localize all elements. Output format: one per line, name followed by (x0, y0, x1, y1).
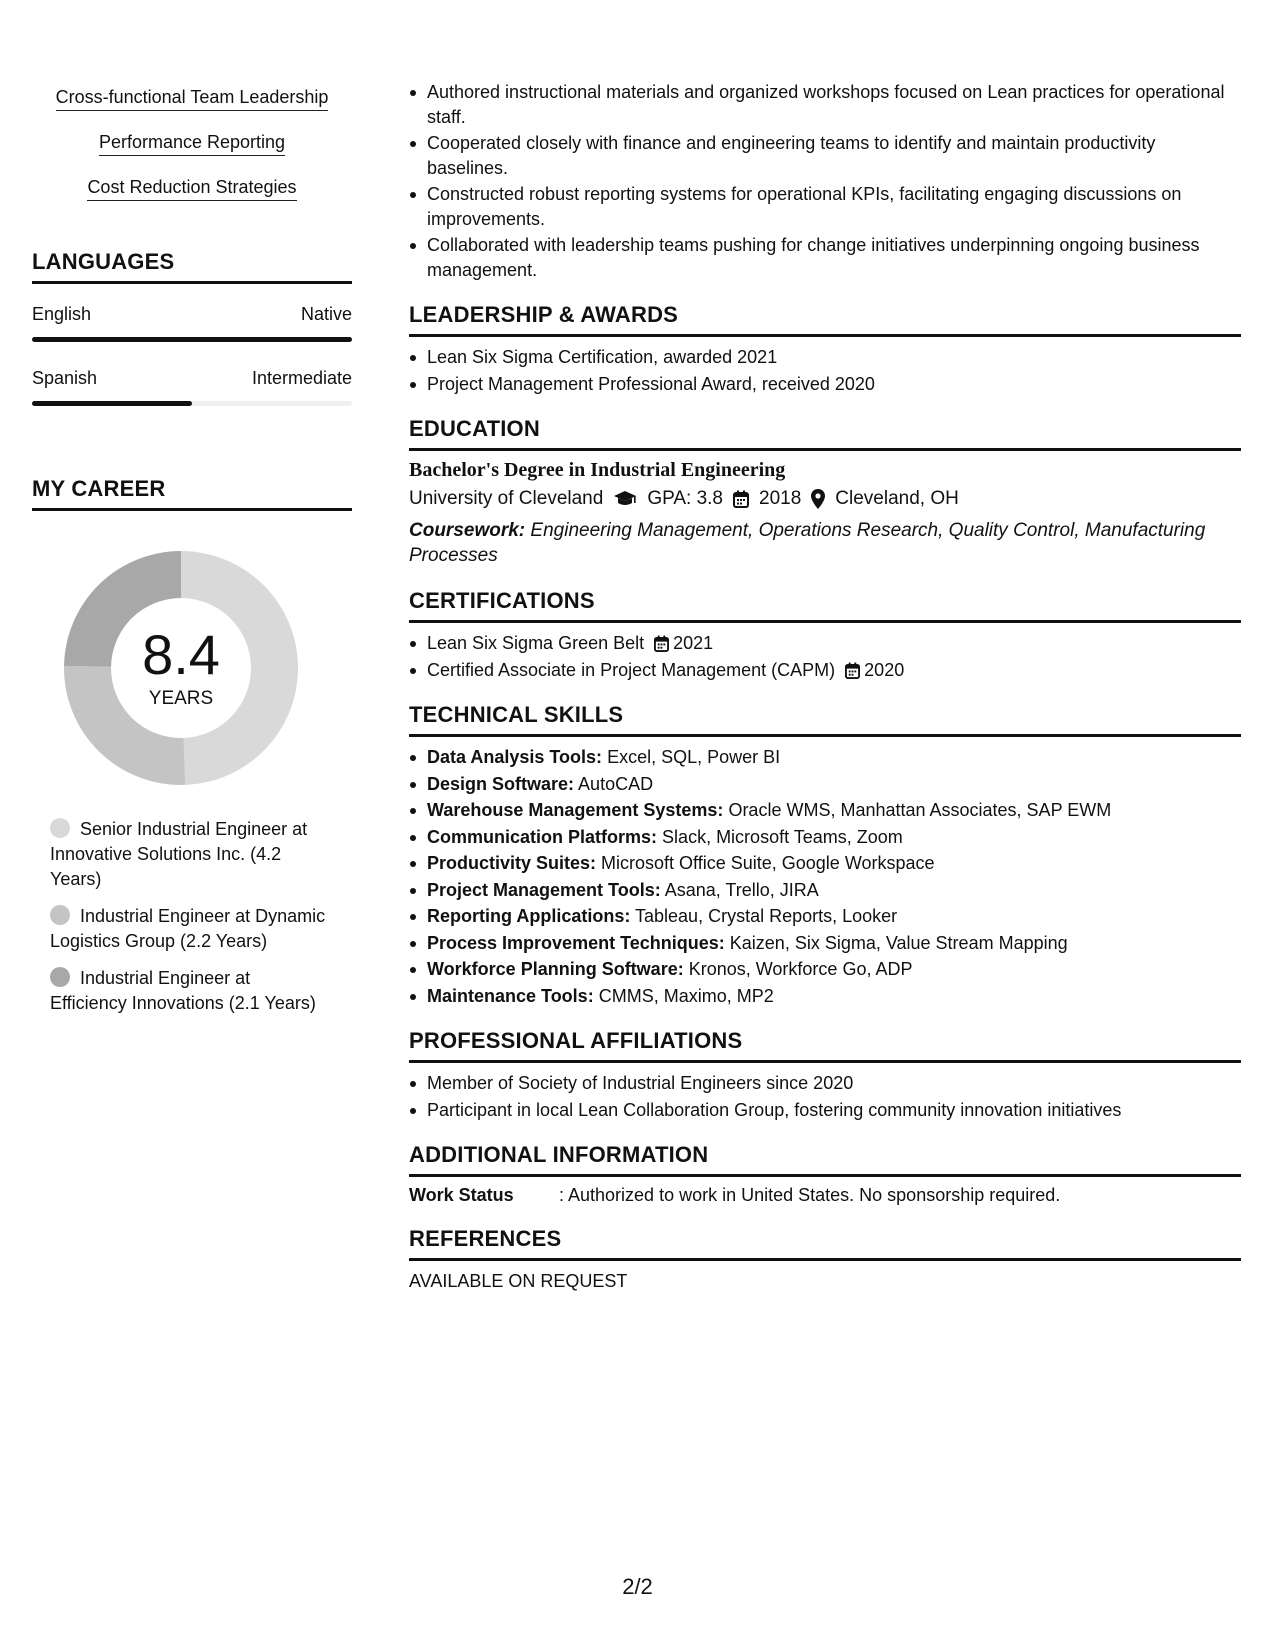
skill-value: AutoCAD (578, 773, 654, 794)
language-bar-fill (32, 337, 352, 342)
list-item (427, 631, 1241, 656)
list-item: Participant in local Lean Collaboration Group, fostering community innovation initiatives (427, 1098, 1241, 1123)
list-item (427, 931, 1241, 956)
additional-info-section (409, 1142, 1241, 1206)
section-title: REFERENCES (409, 1226, 1241, 1261)
work-status-value: : Authorized to work in United States. No sponsorship required. (559, 1185, 1061, 1205)
language-name: English (32, 304, 92, 324)
list-item (427, 798, 1241, 823)
career-legend-label: Senior Industrial Engineer at Innovative Solutions Inc. (4.2 Years) (50, 819, 308, 889)
languages-section (32, 249, 352, 406)
skill-value: Kaizen, Six Sigma, Value Stream Mapping (729, 932, 1068, 953)
calendar-icon (733, 490, 749, 508)
calendar-icon (654, 635, 669, 652)
career-legend-item (50, 966, 330, 1016)
list-item (427, 878, 1241, 903)
work-status-label: Work Status (409, 1185, 514, 1205)
skill-label: Productivity Suites: (427, 853, 597, 873)
language-item (32, 304, 352, 342)
section-title: PROFESSIONAL AFFILIATIONS (409, 1028, 1241, 1063)
education-section (409, 416, 1241, 568)
skill-value: Slack, Microsoft Teams, Zoom (662, 826, 903, 847)
list-item (427, 825, 1241, 850)
list-item (427, 772, 1241, 797)
legend-dot-icon (50, 818, 70, 838)
section-title: CERTIFICATIONS (409, 588, 1241, 623)
certification-name: Lean Six Sigma Green Belt (427, 633, 645, 653)
education-degree: Bachelor's Degree in Industrial Engineering (409, 459, 786, 481)
career-legend-label: Industrial Engineer at Dynamic Logistics Group (2.2 Years) (50, 906, 326, 951)
skill-tag: Cross-functional Team Leadership (56, 86, 329, 111)
skill-label: Data Analysis Tools: (427, 747, 603, 767)
skill-tag: Performance Reporting (99, 131, 285, 156)
right-column (409, 80, 1241, 1292)
career-total: 8.4 (142, 623, 220, 686)
certifications-section (409, 588, 1241, 682)
skill-label: Maintenance Tools: (427, 985, 594, 1006)
list-item (427, 904, 1241, 929)
skill-value: Tableau, Crystal Reports, Looker (635, 906, 898, 926)
education-year: 2018 (759, 488, 802, 509)
technical-skills-list (409, 745, 1241, 1008)
career-legend-label: Industrial Engineer at Efficiency Innovations (2.1 Years) (50, 968, 316, 1013)
certification-name: Certified Associate in Project Management (CAPM) (427, 659, 836, 680)
language-name: Spanish (32, 368, 98, 388)
education-gpa: GPA: 3.8 (647, 488, 723, 509)
list-item (427, 957, 1241, 982)
section-title: EDUCATION (409, 416, 1241, 451)
education-details (409, 488, 1241, 510)
skill-label: Design Software: (427, 773, 575, 794)
career-legend-item (50, 904, 330, 954)
legend-dot-icon (50, 905, 70, 925)
skill-value: Microsoft Office Suite, Google Workspace (601, 853, 935, 873)
coursework-text: Engineering Management, Operations Research, Quality Control, Manufacturing Processes (409, 520, 1206, 566)
skill-value: Excel, SQL, Power BI (607, 747, 781, 767)
skill-label: Reporting Applications: (427, 906, 631, 926)
education-coursework (409, 518, 1241, 568)
career-section (32, 476, 352, 1016)
language-bar (32, 337, 352, 342)
list-item (427, 984, 1241, 1009)
education-school: University of Cleveland (409, 488, 604, 509)
skill-value: Asana, Trello, JIRA (664, 879, 819, 900)
certification-year: 2020 (864, 659, 905, 680)
certification-year: 2021 (673, 633, 714, 653)
skill-label: Warehouse Management Systems: (427, 800, 724, 820)
skill-label: Process Improvement Techniques: (427, 932, 725, 953)
skill-value: Kronos, Workforce Go, ADP (688, 959, 913, 979)
technical-skills-section (409, 702, 1241, 1008)
language-bar (32, 401, 352, 406)
career-unit: YEARS (148, 688, 214, 709)
section-title: TECHNICAL SKILLS (409, 702, 1241, 737)
education-location: Cleveland, OH (835, 488, 959, 509)
language-level: Intermediate (251, 368, 352, 388)
references-section (409, 1226, 1241, 1292)
legend-dot-icon (50, 967, 70, 987)
skill-tags (32, 86, 352, 201)
left-column (32, 86, 352, 1028)
skill-tag: Cost Reduction Strategies (87, 176, 296, 201)
references-text: AVAILABLE ON REQUEST (409, 1271, 628, 1291)
map-pin-icon (811, 489, 825, 509)
graduation-cap-icon (613, 490, 637, 508)
leadership-section (409, 302, 1241, 396)
list-item: Cooperated closely with finance and engineering teams to identify and maintain productivity baselines. (427, 131, 1241, 180)
language-item (32, 368, 352, 406)
list-item: Collaborated with leadership teams pushing for change initiatives underpinning ongoing business management. (427, 233, 1241, 282)
skill-label: Communication Platforms: (427, 826, 658, 847)
career-legend (50, 817, 330, 1016)
coursework-label: Coursework: (409, 520, 526, 541)
skill-label: Project Management Tools: (427, 879, 661, 900)
affiliations-section (409, 1028, 1241, 1122)
language-level: Native (300, 304, 352, 324)
skill-value: Oracle WMS, Manhattan Associates, SAP EWM (728, 800, 1112, 820)
list-item: Authored instructional materials and organized workshops focused on Lean practices for operational staff. (427, 80, 1241, 129)
languages-title: LANGUAGES (32, 249, 352, 284)
list-item: Member of Society of Industrial Engineers since 2020 (427, 1071, 1241, 1096)
career-legend-item (50, 817, 330, 892)
language-bar-fill (32, 401, 192, 406)
section-title: ADDITIONAL INFORMATION (409, 1142, 1241, 1177)
list-item: Constructed robust reporting systems for operational KPIs, facilitating engaging discussions on improvements. (427, 182, 1241, 231)
list-item (427, 745, 1241, 770)
list-item (427, 658, 1241, 683)
skill-label: Workforce Planning Software: (427, 959, 684, 979)
list-item: Project Management Professional Award, received 2020 (427, 372, 1241, 397)
career-donut (56, 543, 306, 793)
experience-bullets (409, 80, 1241, 282)
section-title: LEADERSHIP & AWARDS (409, 302, 1241, 337)
list-item: Lean Six Sigma Certification, awarded 2021 (427, 345, 1241, 370)
page-number: 2/2 (622, 1574, 653, 1599)
career-title: MY CAREER (32, 476, 352, 511)
list-item (427, 851, 1241, 876)
skill-value: CMMS, Maximo, MP2 (598, 985, 774, 1006)
calendar-icon (845, 662, 860, 679)
